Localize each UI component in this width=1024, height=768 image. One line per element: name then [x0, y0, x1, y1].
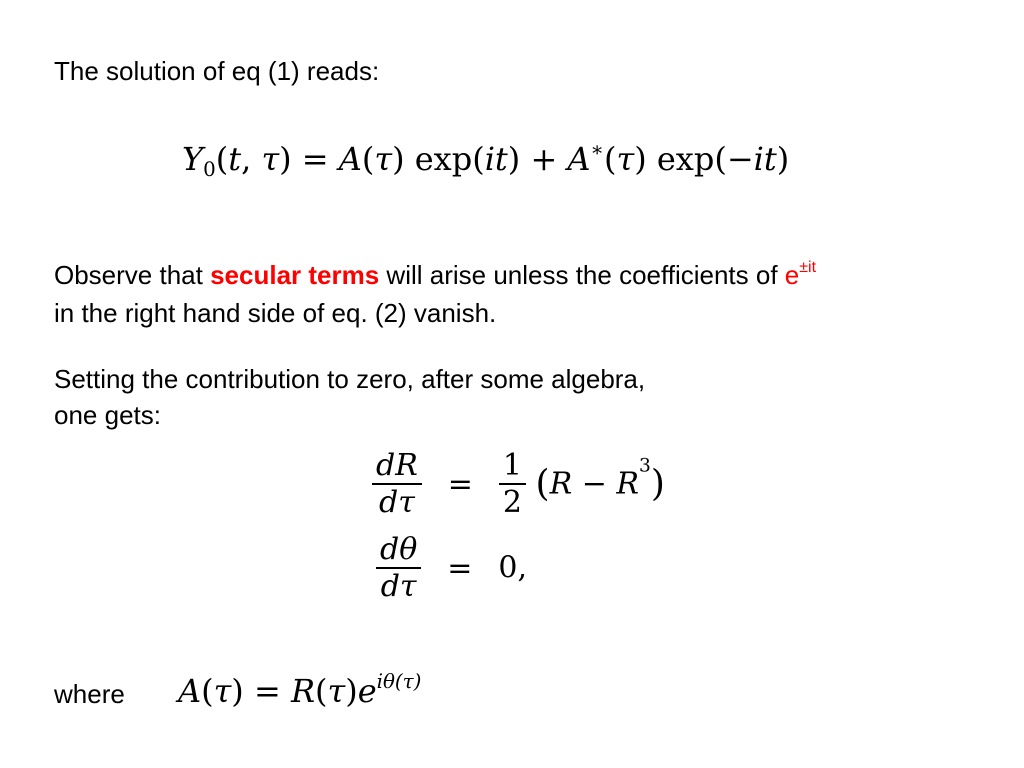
exponent-sup: ±it [799, 259, 817, 276]
dR-equation: $\frac{dR}{d\tau}$ = $\frac{1}{2}$ $(R - R^3)$ [372, 448, 665, 520]
observe-line-1 [54, 258, 816, 292]
where-label: where [54, 679, 125, 709]
observe-prefix: Observe that [54, 260, 211, 290]
exponent-base: e [784, 260, 800, 290]
one-half-fraction: $\frac{1}{2}$ [499, 448, 526, 520]
amplitude-definition: $A(\tau) = R(\tau)e^{i\theta(\tau)}$ [178, 670, 422, 710]
dR-dtau-fraction: $\frac{dR}{d\tau}$ [372, 448, 422, 520]
solution-equation: Y0(t, τ) = A(τ) exp(it) + A∗(τ) exp(−it) [182, 138, 790, 181]
observe-line-2: in the right hand side of eq. (2) vanish. [54, 298, 497, 328]
secular-terms-highlight: secular terms [210, 260, 380, 290]
intro-text: The solution of eq (1) reads: [54, 56, 380, 86]
dtheta-equation: $\frac{d\theta}{d\tau}$ = 0, [376, 532, 527, 604]
dtheta-dtau-fraction: $\frac{d\theta}{d\tau}$ [376, 532, 421, 604]
observe-suffix: will arise unless the coefficients of [379, 260, 785, 290]
setting-line-2: one gets: [54, 400, 161, 430]
setting-line-1: Setting the contribution to zero, after some algebra, [54, 364, 646, 394]
